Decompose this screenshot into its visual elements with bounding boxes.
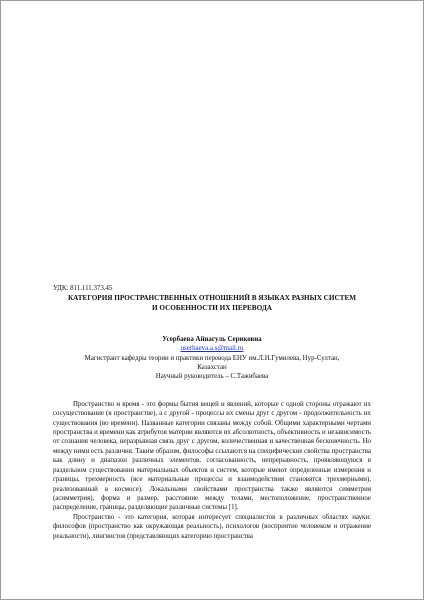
udc-code: УДК: 811.111.373.45 xyxy=(53,285,113,292)
body-paragraph: Пространство и время - это формы бытия вещей и явлений, которые с одной стороны отражают их сосуществование (в пространстве), а с другой - процессы их смены друг с другом - продолжительность их существования (во времени). Названные категории связаны между собой. Общими характерными чертами пространства и времени как атрибутов материи являются их абсолютность, объективность и независимость от сознания человека, неразрывная связь друг с другом, количественная и качественная бесконечность. Но между ними есть различия. Таким образом, философы ссылаются на специфические свойства пространства как длину и диапазон различных элементов, согласованность, непрерывность, проявляющуюся в раздельном существовании материальных объектов и систем, которые имеют определенные измерения и границы, трехмерность (все материальные процессы и взаимодействия становятся трехмерными), реализованный в космосе). Локальными свойствами пространства также являются симметрия (асимметрия), форма и размер, расстояние между телами, местоположение, пространственное распределение, границы, разделяющие различные системы [1]. xyxy=(53,400,371,512)
body-paragraph: Пространство - это категория, которая интересует специалистов в различных областях науки: философов (пространство как окружающая реальность), психологов (восприятие человеком и отражение реальности), лингвистов (представляющих категорию пространства xyxy=(53,513,371,540)
author-affiliation: Магистрант кафедры теории и практики перевода ЕНУ им.Л.Н.Гумилева, Нур-Султан, xyxy=(84,354,340,362)
scientific-advisor: Научный руководитель – С.Тажибаева xyxy=(155,373,269,381)
author-name: Усербаева Айнагуль Сериковна xyxy=(162,335,262,343)
paper-title: КАТЕГОРИЯ ПРОСТРАНСТВЕННЫХ ОТНОШЕНИЙ В ЯЗЫКАХ РАЗНЫХ СИСТЕМ И ОСОБЕННОСТИ ИХ ПЕРЕВОДА xyxy=(67,294,357,312)
paper-body xyxy=(53,400,371,541)
author-country: Казахстан xyxy=(197,364,227,372)
author-email-link[interactable]: userbaeva.a.s@mail.ru xyxy=(180,345,244,353)
paper-content xyxy=(53,284,371,541)
